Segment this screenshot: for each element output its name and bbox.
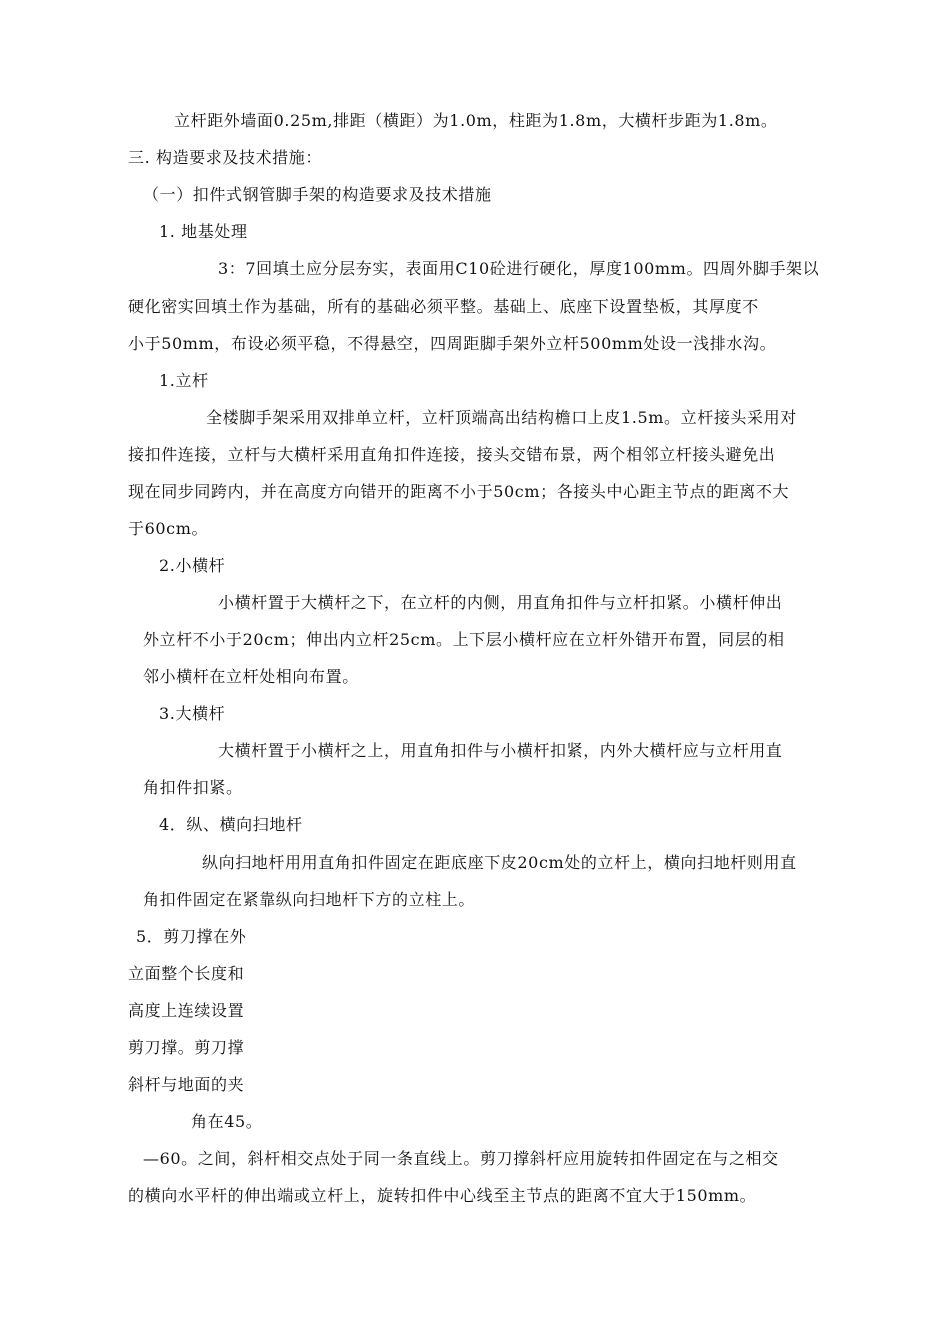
- text-line: 纵向扫地杆用用直角扣件固定在距底座下皮20cm处的立杆上，横向扫地杆则用直: [202, 853, 797, 872]
- text-line: 硬化密实回填土作为基础，所有的基础必须平整。基础上、底座下设置垫板，其厚度不: [128, 297, 759, 316]
- item-heading: 3.大横杆: [159, 704, 226, 723]
- item-heading: 1.立杆: [159, 371, 209, 390]
- text-line: 邻小横杆在立杆处相向布置。: [143, 667, 359, 686]
- item-heading: 4．纵、横向扫地杆: [159, 815, 303, 834]
- text-line: 剪刀撑。剪刀撑: [128, 1038, 245, 1057]
- subsection-heading: （一）扣件式钢管脚手架的构造要求及技术措施: [143, 185, 492, 204]
- text-line: —60。之间，斜杆相交点处于同一条直线上。剪刀撑斜杆应用旋转扣件固定在与之相交: [143, 1149, 779, 1168]
- text-line: 的横向水平杆的伸出端或立杆上，旋转扣件中心线至主节点的距离不宜大于150mm。: [128, 1186, 757, 1205]
- text-line: 立面整个长度和: [128, 964, 245, 983]
- text-line: 全楼脚手架采用双排单立杆，立杆顶端高出结构檐口上皮1.5m。立杆接头采用对: [206, 408, 797, 427]
- text-line: 角在45。: [191, 1112, 263, 1131]
- text-line: 高度上连续设置: [128, 1001, 245, 1020]
- item-heading: 2.小横杆: [159, 556, 226, 575]
- item-heading: 5．剪刀撑在外: [136, 927, 247, 946]
- text-line: 大横杆置于小横杆之上，用直角扣件与小横杆扣紧，内外大横杆应与立杆用直: [218, 741, 783, 760]
- text-line: 小横杆置于大横杆之下，在立杆的内侧，用直角扣件与立杆扣紧。小横杆伸出: [218, 593, 783, 612]
- text-line: 角扣件扣紧。: [143, 778, 243, 797]
- text-line: 斜杆与地面的夹: [128, 1075, 245, 1094]
- text-line: 3：7回填土应分层夯实，表面用C10砼进行硬化，厚度100mm。四周外脚手架以: [218, 259, 820, 278]
- text-line: 外立杆不小于20cm；伸出内立杆25cm。上下层小横杆应在立杆外错开布置，同层的相: [143, 630, 785, 649]
- text-line: 现在同步同跨内，并在高度方向错开的距离不小于50cm；各接头中心距主节点的距离不大: [128, 482, 790, 501]
- text-line: 于60cm。: [128, 519, 209, 538]
- text-line: 接扣件连接，立杆与大横杆采用直角扣件连接，接头交错布景，两个相邻立杆接头避免出: [128, 445, 776, 464]
- item-heading: 1. 地基处理: [159, 222, 248, 241]
- text-line: 立杆距外墙面0.25m,排距（横距）为1.0m，柱距为1.8m，大横杆步距为1.8m。: [174, 111, 778, 130]
- text-line: 角扣件固定在紧靠纵向扫地杆下方的立柱上。: [143, 890, 476, 909]
- section-heading: 三. 构造要求及技术措施：: [128, 148, 322, 167]
- text-line: 小于50mm，布设必须平稳，不得悬空，四周距脚手架外立杆500mm处设一浅排水沟。: [128, 334, 777, 353]
